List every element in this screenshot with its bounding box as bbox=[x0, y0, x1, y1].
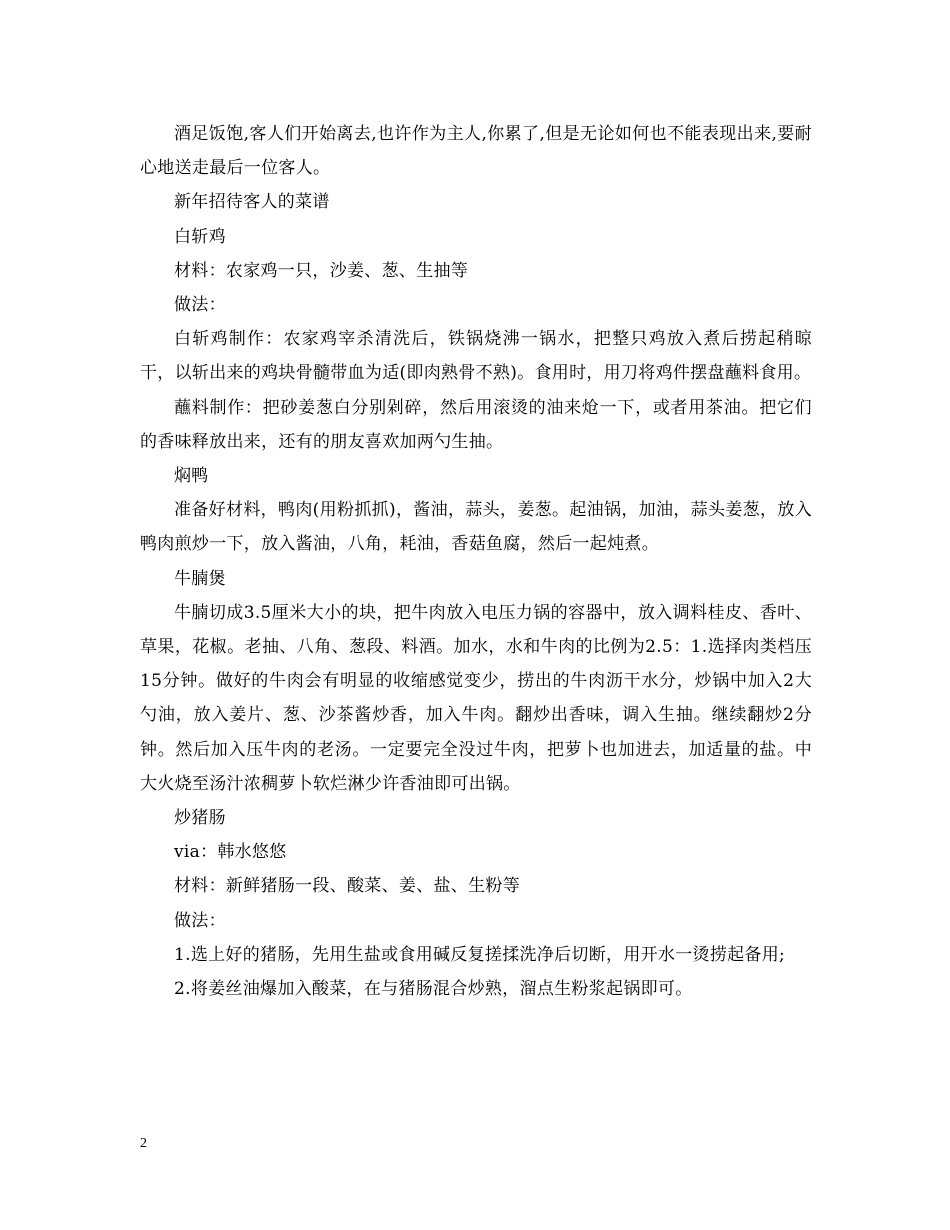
method-niu-nan-bao: 牛腩切成3.5厘米大小的块，把牛肉放入电压力锅的容器中，放入调料桂皮、香叶、草果，花椒。老抽、八角、葱段、料酒。加水，水和牛肉的比例为2.5：1.选择肉类档压15分钟。做好的牛肉会有明显的收缩感觉变少，捞出的牛肉沥干水分，炒锅中加入2大勺油，放入姜片、葱、沙茶酱炒香，加入牛肉。翻炒出香味，调入生抽。继续翻炒2分钟。然后加入压牛肉的老汤。一定要完全没过牛肉，把萝卜也加进去，加适量的盐。中大火烧至汤汁浓稠萝卜软烂淋少许香油即可出锅。 bbox=[140, 602, 812, 794]
ingredients-chao-zhu-chang: 材料：新鲜猪肠一段、酸菜、姜、盐、生粉等 bbox=[174, 876, 520, 897]
step-1-chao-zhu-chang: 1.选上好的猪肠，先用生盐或食用碱反复搓揉洗净后切断，用开水一烫捞起备用; bbox=[174, 944, 786, 965]
method-bai-zhan-ji-sauce: 蘸料制作：把砂姜葱白分别剁碎，然后用滚烫的油来炝一下，或者用茶油。把它们的香味释放出来，还有的朋友喜欢加两勺生抽。 bbox=[140, 397, 812, 452]
method-bai-zhan-ji-chicken: 白斩鸡制作：农家鸡宰杀清洗后，铁锅烧沸一锅水，把整只鸡放入煮后捞起稍晾干，以斩出来的鸡块骨髓带血为适(即肉熟骨不熟)。食用时，用刀将鸡件摆盘蘸料食用。 bbox=[140, 329, 812, 384]
page-number: 2 bbox=[140, 1136, 147, 1151]
page-body bbox=[140, 117, 812, 1006]
ingredients-bai-zhan-ji: 材料：农家鸡一只，沙姜、葱、生抽等 bbox=[174, 260, 469, 281]
dish-title-niu-nan-bao: 牛腩煲 bbox=[174, 568, 226, 589]
method-men-ya: 准备好材料，鸭肉(用粉抓抓)，酱油，蒜头，姜葱。起油锅，加油，蒜头姜葱，放入鸭肉煎炒一下，放入酱油，八角，耗油，香菇鱼腐，然后一起炖煮。 bbox=[140, 500, 812, 555]
source-chao-zhu-chang: via：韩水悠悠 bbox=[174, 842, 287, 863]
section-heading-recipes: 新年招待客人的菜谱 bbox=[174, 192, 330, 213]
method-label-chao-zhu-chang: 做法： bbox=[174, 910, 226, 931]
paragraph-farewell: 酒足饭饱,客人们开始离去,也许作为主人,你累了,但是无论如何也不能表现出来,要耐心地送走最后一位客人。 bbox=[140, 124, 812, 179]
dish-title-bai-zhan-ji: 白斩鸡 bbox=[174, 226, 226, 247]
step-2-chao-zhu-chang: 2.将姜丝油爆加入酸菜，在与猪肠混合炒熟，溜点生粉浆起锅即可。 bbox=[174, 979, 693, 1000]
method-label-bai-zhan-ji: 做法： bbox=[174, 295, 226, 316]
dish-title-chao-zhu-chang: 炒猪肠 bbox=[174, 808, 226, 829]
dish-title-men-ya: 焖鸭 bbox=[174, 466, 209, 487]
